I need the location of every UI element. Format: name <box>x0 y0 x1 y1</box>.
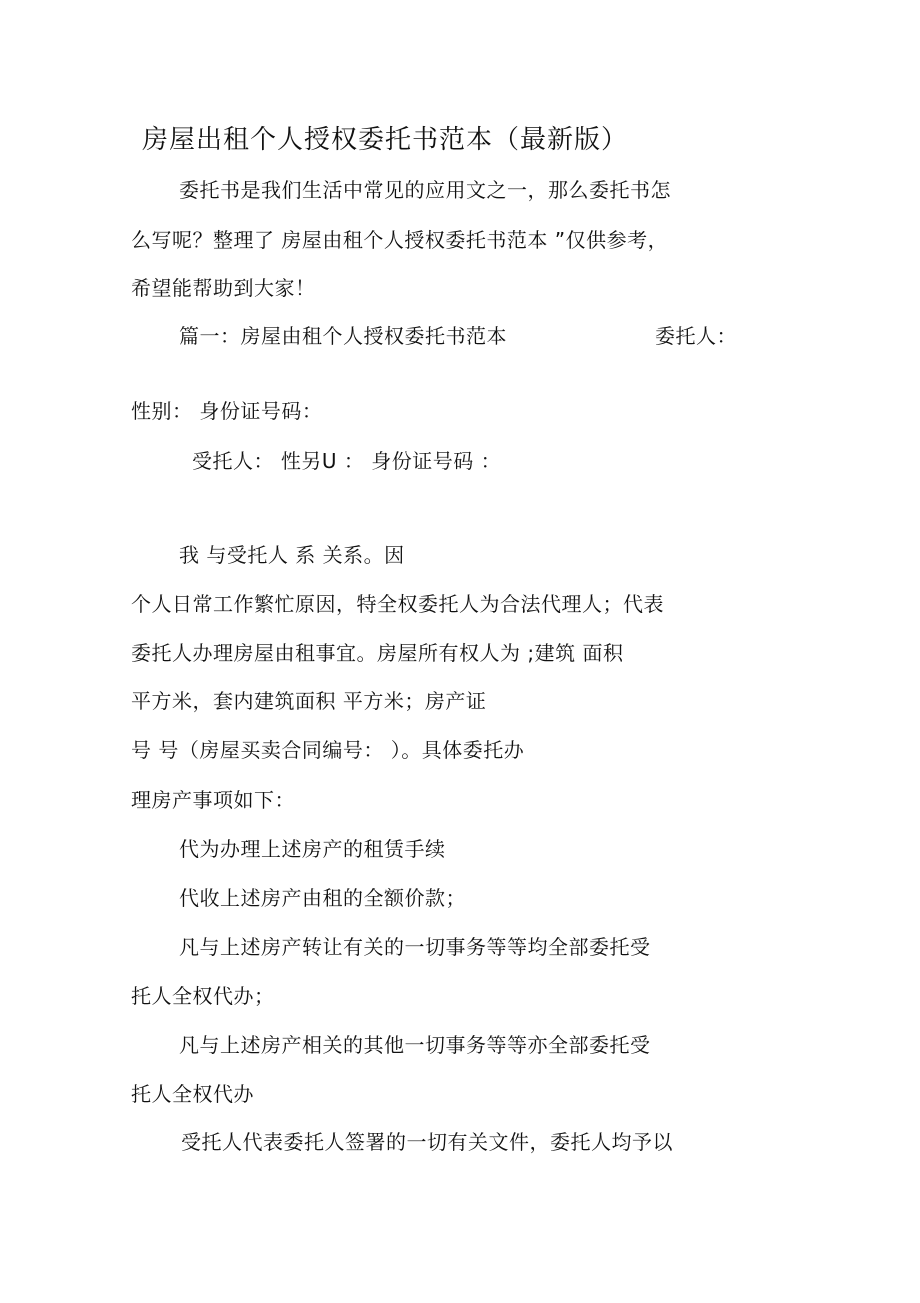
intro-line: 希望能帮助到大家！ <box>131 276 316 300</box>
document-title: 房屋出租个人授权委托书范本（最新版） <box>142 125 629 155</box>
body-line: 我 与受托人 系 关系。因 <box>179 543 405 567</box>
body-line: 个人日常工作繁忙原因，特全权委托人为合法代理人；代表 <box>131 592 664 616</box>
principal-label: 委托人： <box>655 324 737 348</box>
list-item: 凡与上述房产相关的其他一切事务等等亦全部委托受 <box>179 1033 651 1057</box>
body-line: 号 号（房屋买卖合同编号： ）。具体委托办 <box>131 738 525 762</box>
section-heading: 篇一：房屋由租个人授权委托书范本 <box>179 324 507 348</box>
intro-line: 么写呢？整理了 房屋由租个人授权委托书范本 ”仅供参考， <box>131 228 669 252</box>
list-item: 托人全权代办 <box>131 1082 254 1106</box>
body-line: 平方米，套内建筑面积 平方米；房产证 <box>131 689 487 713</box>
intro-line: 委托书是我们生活中常见的应用文之一，那么委托书怎 <box>179 178 671 202</box>
list-item: 代为办理上述房产的租赁手续 <box>179 837 446 861</box>
list-item: 凡与上述房产转让有关的一切事务等等均全部委托受 <box>179 935 651 959</box>
principal-fields: 性别： 身份证号码： <box>131 399 323 423</box>
agent-fields: 受托人： 性另U ： 身份证号码 ： <box>192 449 502 473</box>
body-line: 委托人办理房屋由租事宜。房屋所有权人为 ;建筑 面积 <box>131 641 624 665</box>
list-item: 代收上述房产由租的全额价款； <box>179 886 466 910</box>
list-item: 托人全权代办； <box>131 984 275 1008</box>
list-item: 受托人代表委托人签署的一切有关文件，委托人均予以 <box>181 1130 673 1154</box>
body-line: 理房产事项如下： <box>131 788 295 812</box>
